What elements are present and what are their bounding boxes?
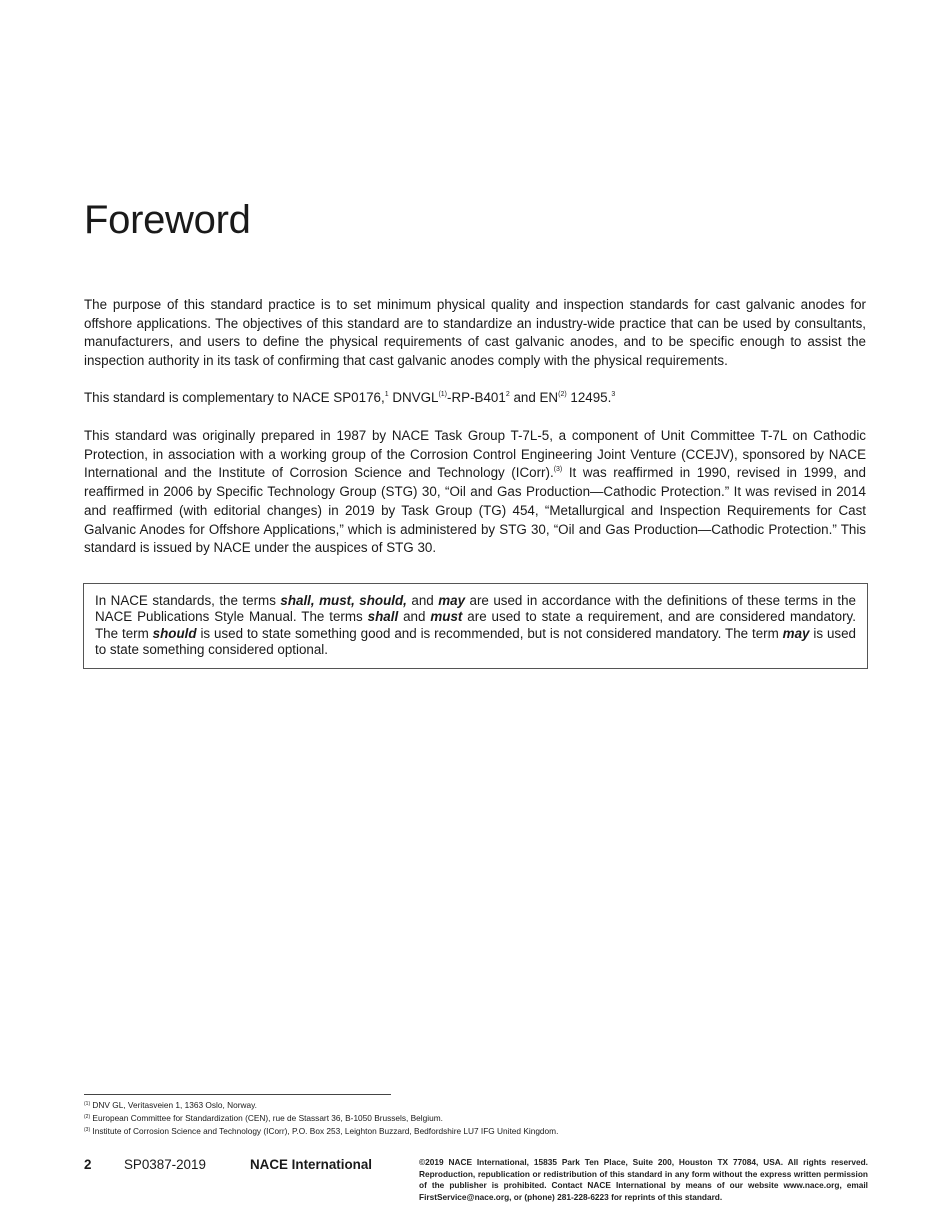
- footnote-text: European Committee for Standardization (CEN), rue de Stassart 36, B-1050 Brussels, Belgium.: [90, 1113, 443, 1123]
- text-segment: 12495.: [566, 390, 612, 405]
- reference-superscript: 1: [384, 391, 389, 398]
- text-segment: -RP-B401: [447, 390, 506, 405]
- text-segment: are used in accordance with the definitions of these terms in the NACE Publications Style Manual. The terms: [95, 593, 856, 625]
- terms-definition-box: [83, 583, 868, 669]
- footnote-superscript: (1): [438, 391, 448, 398]
- document-id: SP0387-2019: [124, 1157, 206, 1172]
- purpose-paragraph: The purpose of this standard practice is to set minimum physical quality and inspection standards for cast galvanic anodes for offshore applications. The objectives of this standard are to standardize an industry-wide practice that can be used by consultants, manufacturers, and users to define the physical requirements of cast galvanic anodes, and to be specific enough to assist the inspection authority in its task of confirming that cast galvanic anodes comply with the physical requirements.: [84, 297, 866, 369]
- page-footer: [84, 1157, 372, 1172]
- term-emphasis: may: [438, 593, 466, 608]
- text-segment: This standard was originally prepared in 1987 by NACE Task Group T-7L-5, a component of Unit Committee T-7L on Cathodic Protection, in association with a working group of the Corrosion Control Engineering Joint Venture (CCEJV), sponsored by NACE International and the Institute of Corrosion Science and Technology (ICorr).: [84, 428, 866, 481]
- term-emphasis: should: [152, 625, 197, 641]
- footnote-superscript: (3): [553, 466, 563, 474]
- text-segment: DNVGL: [388, 390, 439, 405]
- footnote-mark: (1): [84, 1101, 91, 1107]
- footnotes: [84, 1099, 784, 1138]
- footnote-1: [84, 1099, 784, 1112]
- footnote-3: [84, 1125, 784, 1138]
- term-emphasis: must: [430, 609, 463, 625]
- reference-superscript: 3: [611, 391, 616, 398]
- footnote-text: Institute of Corrosion Science and Technology (ICorr), P.O. Box 253, Leighton Buzzard, Bedfordshire LU7 IFG United Kingdom.: [90, 1126, 559, 1136]
- footnote-divider: [84, 1094, 391, 1095]
- term-emphasis: may: [782, 625, 810, 641]
- text-segment: and: [406, 593, 439, 608]
- text-segment: is used to state something good and is recommended, but is not considered mandatory. The term: [196, 625, 783, 641]
- text-segment: and EN: [509, 390, 559, 405]
- reference-superscript: 2: [505, 391, 510, 398]
- footnote-2: [84, 1112, 784, 1125]
- page-number: 2: [84, 1157, 92, 1172]
- footnote-text: DNV GL, Veritasveien 1, 1363 Oslo, Norway.: [90, 1100, 257, 1110]
- page-title: Foreword: [84, 198, 251, 242]
- complementary-paragraph: [84, 389, 866, 408]
- footnote-mark: (3): [84, 1127, 91, 1133]
- term-emphasis: shall: [367, 609, 399, 625]
- text-segment: This standard is complementary to NACE SP0176,: [84, 390, 385, 405]
- history-paragraph: [84, 427, 866, 558]
- text-segment: and: [398, 609, 431, 625]
- organization-name: NACE International: [250, 1157, 373, 1172]
- text-segment: are used to state a requirement, and are considered mandatory. The term: [95, 609, 856, 641]
- text-segment: It was reaffirmed in 1990, revised in 1999, and reaffirmed in 2006 by Specific Technology Group (STG) 30, “Oil and Gas Production—Cathodic Protection.” It was revised in 2014 and reaffirmed (with editorial changes) in 2019 by Task Group (TG) 454, “Metallurgical and Inspection Requirements for Cast Galvanic Anodes for Offshore Applications,” which is administered by STG 30, “Oil and Gas Production—Cathodic Protection.” This standard is issued by NACE under the auspices of STG 30.: [84, 465, 866, 556]
- term-emphasis: shall, must, should,: [280, 593, 407, 608]
- footnote-mark: (2): [84, 1114, 91, 1120]
- footnote-superscript: (2): [558, 391, 567, 398]
- text-segment: is used to state something considered optional.: [95, 625, 856, 658]
- text-segment: In NACE standards, the terms: [95, 593, 281, 608]
- copyright-notice: ©2019 NACE International, 15835 Park Ten Place, Suite 200, Houston TX 77084, USA. All rights reserved. Reproduction, republication or redistribution of this standard in any form without the express written permission of the publisher is prohibited. Contact NACE International by means of our website www.nace.org, email FirstService@nace.org, or (phone) 281-228-6223 for reprints of this standard.: [419, 1157, 868, 1202]
